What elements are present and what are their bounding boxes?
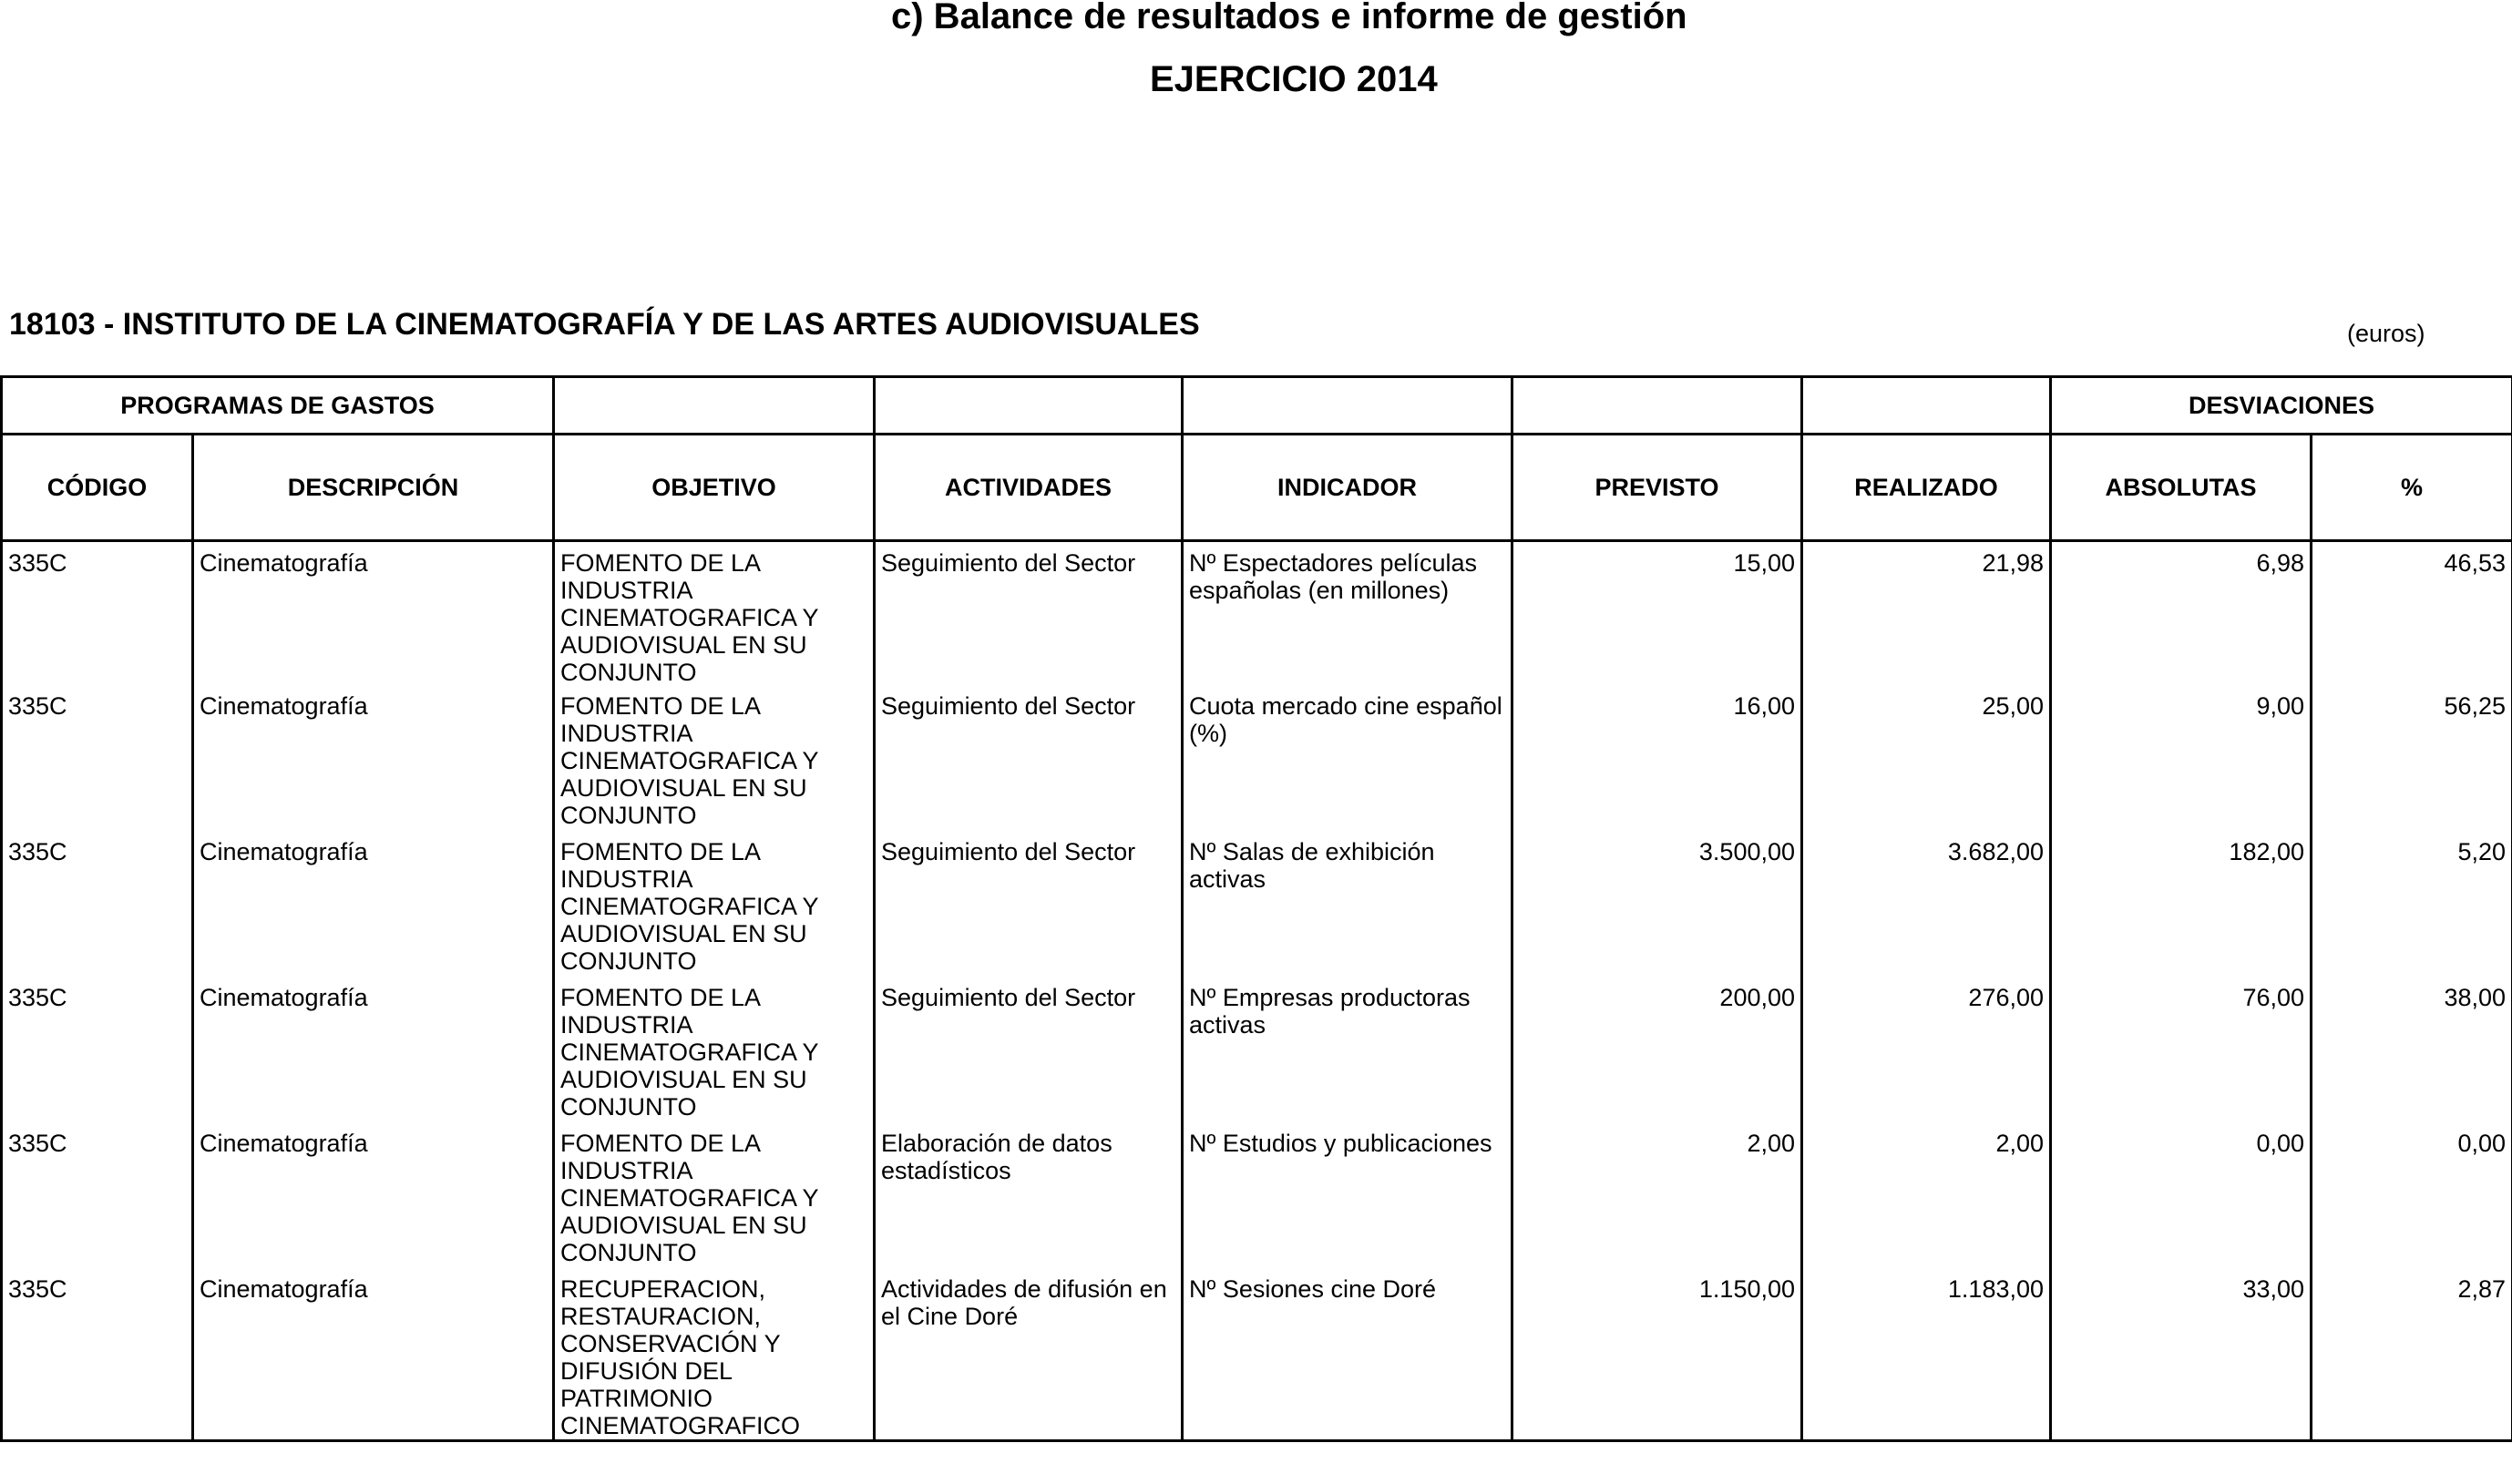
cell-indicador: Nº Empresas productoras activas (1183, 978, 1512, 1124)
cell-porcentaje: 0,00 (2312, 1124, 2512, 1270)
cell-absolutas: 76,00 (2051, 978, 2312, 1124)
cell-descripcion: Cinematografía (193, 978, 554, 1124)
cell-descripcion: Cinematografía (193, 1270, 554, 1441)
column-header-previsto: PREVISTO (1512, 435, 1802, 541)
cell-codigo: 335C (2, 833, 193, 978)
cell-realizado: 276,00 (1802, 978, 2051, 1124)
cell-indicador: Cuota mercado cine español (%) (1183, 687, 1512, 833)
fiscal-year-title: EJERCICIO 2014 (1150, 59, 1438, 99)
cell-actividades: Seguimiento del Sector (875, 833, 1183, 978)
report-title: c) Balance de resultados e informe de gestión (891, 0, 1687, 36)
cell-porcentaje: 46,53 (2312, 541, 2512, 687)
group-header-desviaciones: DESVIACIONES (2051, 377, 2512, 435)
cell-indicador: Nº Salas de exhibición activas (1183, 833, 1512, 978)
cell-codigo: 335C (2, 1124, 193, 1270)
cell-absolutas: 33,00 (2051, 1270, 2312, 1441)
cell-previsto: 1.150,00 (1512, 1270, 1802, 1441)
entity-heading: 18103 - INSTITUTO DE LA CINEMATOGRAFÍA Y DE LAS ARTES AUDIOVISUALES (9, 307, 1200, 342)
group-header-empty-actividades (875, 377, 1183, 435)
cell-absolutas: 0,00 (2051, 1124, 2312, 1270)
results-table (0, 375, 2512, 1442)
table-row (2, 1124, 2512, 1270)
cell-porcentaje: 2,87 (2312, 1270, 2512, 1441)
cell-objetivo: FOMENTO DE LA INDUSTRIA CINEMATOGRAFICA Y AUDIOVISUAL EN SU CONJUNTO (554, 541, 875, 687)
cell-realizado: 2,00 (1802, 1124, 2051, 1270)
group-header-empty-realizado (1802, 377, 2051, 435)
cell-indicador: Nº Espectadores películas españolas (en millones) (1183, 541, 1512, 687)
cell-actividades: Seguimiento del Sector (875, 978, 1183, 1124)
table-row (2, 1270, 2512, 1441)
column-header-porcentaje: % (2312, 435, 2512, 541)
cell-porcentaje: 38,00 (2312, 978, 2512, 1124)
cell-porcentaje: 56,25 (2312, 687, 2512, 833)
cell-absolutas: 9,00 (2051, 687, 2312, 833)
cell-actividades: Seguimiento del Sector (875, 687, 1183, 833)
cell-descripcion: Cinematografía (193, 1124, 554, 1270)
cell-previsto: 200,00 (1512, 978, 1802, 1124)
cell-realizado: 25,00 (1802, 687, 2051, 833)
cell-descripcion: Cinematografía (193, 541, 554, 687)
cell-absolutas: 6,98 (2051, 541, 2312, 687)
cell-previsto: 16,00 (1512, 687, 1802, 833)
column-header-codigo: CÓDIGO (2, 435, 193, 541)
cell-realizado: 3.682,00 (1802, 833, 2051, 978)
cell-actividades: Actividades de difusión en el Cine Doré (875, 1270, 1183, 1441)
cell-previsto: 15,00 (1512, 541, 1802, 687)
cell-porcentaje: 5,20 (2312, 833, 2512, 978)
cell-realizado: 21,98 (1802, 541, 2051, 687)
cell-codigo: 335C (2, 978, 193, 1124)
column-header-objetivo: OBJETIVO (554, 435, 875, 541)
cell-codigo: 335C (2, 541, 193, 687)
group-header-empty-objetivo (554, 377, 875, 435)
column-header-actividades: ACTIVIDADES (875, 435, 1183, 541)
group-header-empty-previsto (1512, 377, 1802, 435)
column-header-indicador: INDICADOR (1183, 435, 1512, 541)
cell-indicador: Nº Estudios y publicaciones (1183, 1124, 1512, 1270)
cell-absolutas: 182,00 (2051, 833, 2312, 978)
cell-descripcion: Cinematografía (193, 687, 554, 833)
table-row (2, 541, 2512, 687)
cell-objetivo: FOMENTO DE LA INDUSTRIA CINEMATOGRAFICA Y AUDIOVISUAL EN SU CONJUNTO (554, 687, 875, 833)
column-header-realizado: REALIZADO (1802, 435, 2051, 541)
cell-objetivo: FOMENTO DE LA INDUSTRIA CINEMATOGRAFICA Y AUDIOVISUAL EN SU CONJUNTO (554, 1124, 875, 1270)
cell-actividades: Elaboración de datos estadísticos (875, 1124, 1183, 1270)
table-row (2, 687, 2512, 833)
cell-realizado: 1.183,00 (1802, 1270, 2051, 1441)
currency-units: (euros) (2347, 320, 2425, 347)
cell-codigo: 335C (2, 687, 193, 833)
table-row (2, 833, 2512, 978)
cell-objetivo: FOMENTO DE LA INDUSTRIA CINEMATOGRAFICA Y AUDIOVISUAL EN SU CONJUNTO (554, 978, 875, 1124)
cell-previsto: 2,00 (1512, 1124, 1802, 1270)
cell-objetivo: RECUPERACION, RESTAURACION, CONSERVACIÓN Y DIFUSIÓN DEL PATRIMONIO CINEMATOGRAFICO (554, 1270, 875, 1441)
cell-codigo: 335C (2, 1270, 193, 1441)
group-header-programas: PROGRAMAS DE GASTOS (2, 377, 554, 435)
cell-indicador: Nº Sesiones cine Doré (1183, 1270, 1512, 1441)
group-header-empty-indicador (1183, 377, 1512, 435)
cell-actividades: Seguimiento del Sector (875, 541, 1183, 687)
cell-objetivo: FOMENTO DE LA INDUSTRIA CINEMATOGRAFICA Y AUDIOVISUAL EN SU CONJUNTO (554, 833, 875, 978)
column-header-absolutas: ABSOLUTAS (2051, 435, 2312, 541)
cell-descripcion: Cinematografía (193, 833, 554, 978)
table-row (2, 978, 2512, 1124)
cell-previsto: 3.500,00 (1512, 833, 1802, 978)
column-header-descripcion: DESCRIPCIÓN (193, 435, 554, 541)
